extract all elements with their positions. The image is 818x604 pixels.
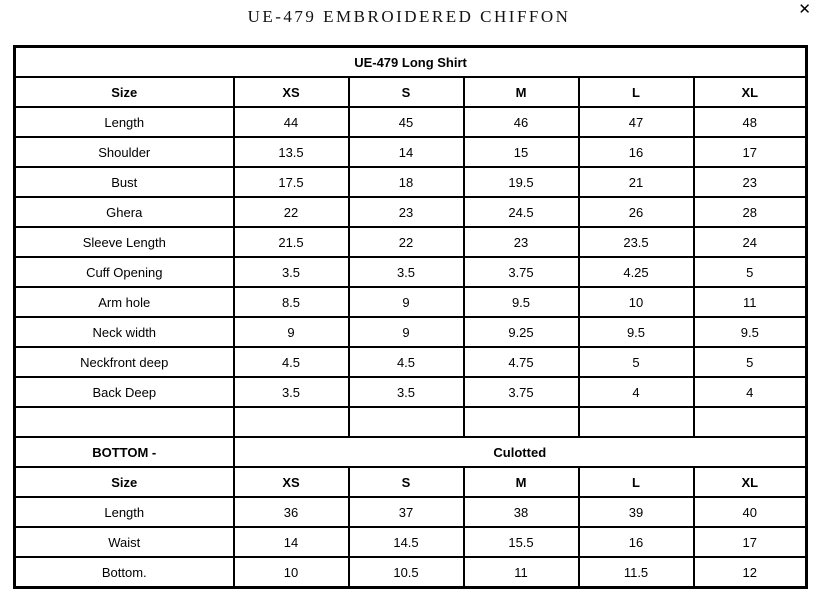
bottom-header-row bbox=[15, 437, 807, 467]
cell-value: 3.5 bbox=[349, 377, 464, 407]
measurement-row bbox=[15, 107, 807, 137]
cell-value: 48 bbox=[694, 107, 807, 137]
size-header-s: S bbox=[349, 77, 464, 107]
cell-value: 11 bbox=[694, 287, 807, 317]
shirt-title-row bbox=[15, 47, 807, 78]
cell-value: 21 bbox=[579, 167, 694, 197]
size-header-xs: XS bbox=[234, 77, 349, 107]
cell-value: 46 bbox=[464, 107, 579, 137]
cell-value: 3.5 bbox=[349, 257, 464, 287]
row-label: Arm hole bbox=[15, 287, 234, 317]
measurement-row bbox=[15, 527, 807, 557]
spacer-cell bbox=[234, 407, 349, 437]
cell-value: 3.5 bbox=[234, 257, 349, 287]
cell-value: 11 bbox=[464, 557, 579, 588]
spacer-cell bbox=[579, 407, 694, 437]
measurement-row bbox=[15, 137, 807, 167]
cell-value: 10 bbox=[234, 557, 349, 588]
cell-value: 13.5 bbox=[234, 137, 349, 167]
row-label: Bust bbox=[15, 167, 234, 197]
close-icon[interactable]: ✕ bbox=[798, 0, 811, 18]
row-label: Cuff Opening bbox=[15, 257, 234, 287]
row-label: Neckfront deep bbox=[15, 347, 234, 377]
cell-value: 23 bbox=[349, 197, 464, 227]
row-label: Waist bbox=[15, 527, 234, 557]
cell-value: 17.5 bbox=[234, 167, 349, 197]
cell-value: 14 bbox=[349, 137, 464, 167]
size-header-row bbox=[15, 77, 807, 107]
row-label: Length bbox=[15, 497, 234, 527]
cell-value: 3.75 bbox=[464, 377, 579, 407]
cell-value: 40 bbox=[694, 497, 807, 527]
cell-value: 10.5 bbox=[349, 557, 464, 588]
measurement-row bbox=[15, 197, 807, 227]
cell-value: 16 bbox=[579, 527, 694, 557]
size-header-xs: XS bbox=[234, 467, 349, 497]
size-header-label: Size bbox=[15, 77, 234, 107]
size-header-row bbox=[15, 467, 807, 497]
row-label: Length bbox=[15, 107, 234, 137]
size-header-s: S bbox=[349, 467, 464, 497]
measurement-row bbox=[15, 347, 807, 377]
row-label: Shoulder bbox=[15, 137, 234, 167]
measurement-row bbox=[15, 497, 807, 527]
measurement-row bbox=[15, 227, 807, 257]
cell-value: 23 bbox=[694, 167, 807, 197]
cell-value: 24.5 bbox=[464, 197, 579, 227]
cell-value: 5 bbox=[694, 347, 807, 377]
cell-value: 14 bbox=[234, 527, 349, 557]
cell-value: 22 bbox=[234, 197, 349, 227]
cell-value: 9.5 bbox=[694, 317, 807, 347]
cell-value: 15.5 bbox=[464, 527, 579, 557]
row-label: Neck width bbox=[15, 317, 234, 347]
bottom-type-label: Culotted bbox=[234, 437, 807, 467]
cell-value: 15 bbox=[464, 137, 579, 167]
cell-value: 14.5 bbox=[349, 527, 464, 557]
cell-value: 8.5 bbox=[234, 287, 349, 317]
size-header-m: M bbox=[464, 467, 579, 497]
measurement-row bbox=[15, 167, 807, 197]
spacer-cell bbox=[464, 407, 579, 437]
cell-value: 45 bbox=[349, 107, 464, 137]
cell-value: 36 bbox=[234, 497, 349, 527]
spacer-cell bbox=[694, 407, 807, 437]
cell-value: 18 bbox=[349, 167, 464, 197]
spacer-cell bbox=[349, 407, 464, 437]
cell-value: 4.5 bbox=[349, 347, 464, 377]
page-title: UE-479 EMBROIDERED CHIFFON bbox=[247, 7, 571, 26]
measurement-row bbox=[15, 257, 807, 287]
cell-value: 10 bbox=[579, 287, 694, 317]
cell-value: 16 bbox=[579, 137, 694, 167]
size-chart-body bbox=[15, 47, 807, 588]
size-chart-container bbox=[13, 45, 808, 589]
cell-value: 3.5 bbox=[234, 377, 349, 407]
cell-value: 28 bbox=[694, 197, 807, 227]
size-header-xl: XL bbox=[694, 467, 807, 497]
row-label: Back Deep bbox=[15, 377, 234, 407]
cell-value: 24 bbox=[694, 227, 807, 257]
spacer-cell bbox=[15, 407, 234, 437]
row-label: Bottom. bbox=[15, 557, 234, 588]
cell-value: 5 bbox=[694, 257, 807, 287]
measurement-row bbox=[15, 317, 807, 347]
cell-value: 5 bbox=[579, 347, 694, 377]
size-header-xl: XL bbox=[694, 77, 807, 107]
cell-value: 4.5 bbox=[234, 347, 349, 377]
cell-value: 22 bbox=[349, 227, 464, 257]
cell-value: 9 bbox=[349, 317, 464, 347]
cell-value: 39 bbox=[579, 497, 694, 527]
cell-value: 9.5 bbox=[579, 317, 694, 347]
cell-value: 9 bbox=[234, 317, 349, 347]
size-header-l: L bbox=[579, 77, 694, 107]
measurement-row bbox=[15, 287, 807, 317]
cell-value: 21.5 bbox=[234, 227, 349, 257]
row-label: Ghera bbox=[15, 197, 234, 227]
measurement-row bbox=[15, 557, 807, 588]
shirt-table-title: UE-479 Long Shirt bbox=[15, 47, 807, 78]
size-header-m: M bbox=[464, 77, 579, 107]
cell-value: 4 bbox=[694, 377, 807, 407]
cell-value: 47 bbox=[579, 107, 694, 137]
row-label: Sleeve Length bbox=[15, 227, 234, 257]
cell-value: 26 bbox=[579, 197, 694, 227]
spacer-row bbox=[15, 407, 807, 437]
cell-value: 4.25 bbox=[579, 257, 694, 287]
cell-value: 23.5 bbox=[579, 227, 694, 257]
cell-value: 37 bbox=[349, 497, 464, 527]
cell-value: 44 bbox=[234, 107, 349, 137]
cell-value: 19.5 bbox=[464, 167, 579, 197]
cell-value: 23 bbox=[464, 227, 579, 257]
cell-value: 12 bbox=[694, 557, 807, 588]
bottom-section-label: BOTTOM - bbox=[15, 437, 234, 467]
cell-value: 9.25 bbox=[464, 317, 579, 347]
cell-value: 3.75 bbox=[464, 257, 579, 287]
cell-value: 4 bbox=[579, 377, 694, 407]
cell-value: 17 bbox=[694, 137, 807, 167]
cell-value: 4.75 bbox=[464, 347, 579, 377]
cell-value: 9.5 bbox=[464, 287, 579, 317]
measurement-row bbox=[15, 377, 807, 407]
cell-value: 9 bbox=[349, 287, 464, 317]
size-chart-table bbox=[13, 45, 808, 589]
cell-value: 11.5 bbox=[579, 557, 694, 588]
cell-value: 38 bbox=[464, 497, 579, 527]
size-header-label: Size bbox=[15, 467, 234, 497]
size-header-l: L bbox=[579, 467, 694, 497]
cell-value: 17 bbox=[694, 527, 807, 557]
